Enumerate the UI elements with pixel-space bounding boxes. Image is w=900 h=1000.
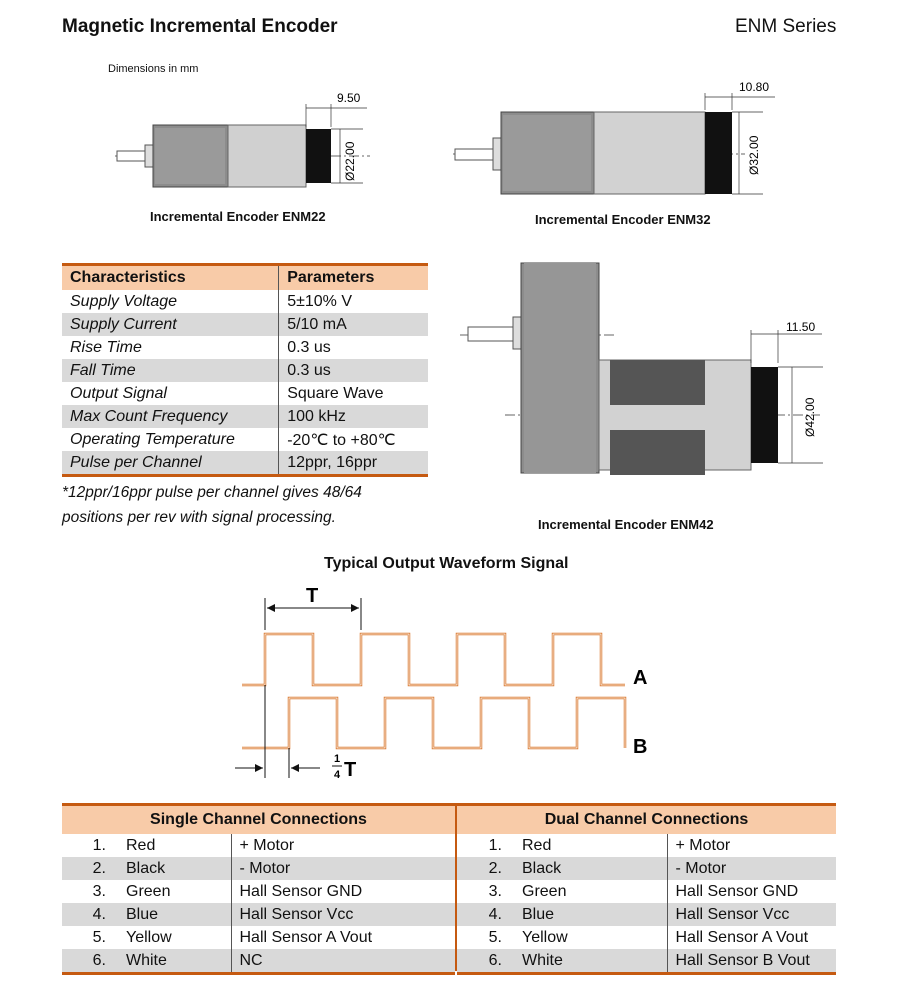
characteristic-name: Operating Temperature: [62, 428, 279, 451]
characteristics-table: [62, 263, 428, 477]
quarter-denominator: 4: [334, 769, 341, 781]
table-row: [62, 428, 428, 451]
wire-function: NC: [231, 949, 455, 974]
wire-function: Hall Sensor Vcc: [231, 903, 455, 926]
wire-color: Green: [118, 880, 231, 903]
table-row: [457, 857, 836, 880]
row-number: 4.: [62, 903, 118, 926]
dual-channel-title: Dual Channel Connections: [457, 805, 836, 835]
single-channel-table: [62, 803, 455, 975]
enm22-diameter-dim: Ø22.00: [343, 141, 357, 181]
wire-function: + Motor: [675, 836, 731, 854]
wire-color: Red: [118, 834, 231, 857]
wire-function: + Motor: [239, 836, 295, 854]
characteristic-value: 12ppr, 16ppr: [279, 451, 428, 476]
table-row: [457, 903, 836, 926]
wire-function: Hall Sensor Vcc: [667, 903, 836, 926]
characteristic-value: 100 kHz: [279, 405, 428, 428]
row-number: 5.: [92, 928, 106, 946]
single-channel-title: Single Channel Connections: [62, 805, 455, 835]
characteristic-value: 5±10% V: [287, 292, 353, 310]
table-row: [457, 834, 836, 857]
characteristic-name: Rise Time: [62, 336, 279, 359]
characteristic-name: Pulse per Channel: [62, 451, 279, 476]
characteristic-name: Output Signal: [62, 382, 279, 405]
row-number: 3.: [92, 882, 106, 900]
waveform-title: Typical Output Waveform Signal: [324, 555, 569, 572]
enm32-length-dim: 10.80: [739, 80, 770, 94]
wire-function: Hall Sensor A Vout: [239, 928, 373, 946]
table-row: [62, 382, 428, 405]
channel-b-label: B: [633, 736, 648, 758]
wire-color: Black: [514, 857, 667, 880]
wire-function: Hall Sensor GND: [675, 882, 799, 900]
enm32-caption: Incremental Encoder ENM32: [535, 212, 711, 227]
enm22-caption: Incremental Encoder ENM22: [150, 209, 326, 224]
wire-color: Yellow: [514, 926, 667, 949]
table-row: [62, 359, 428, 382]
enm22-length-dim: 9.50: [337, 91, 361, 105]
table-row: [62, 313, 428, 336]
enm42-caption: Incremental Encoder ENM42: [538, 517, 714, 532]
enm32-drawing: [445, 75, 775, 205]
characteristic-value: 0.3 us: [287, 338, 331, 356]
wire-color: Black: [118, 857, 231, 880]
wire-color: Blue: [514, 903, 667, 926]
wire-color: Green: [514, 880, 667, 903]
wire-color: Red: [514, 834, 667, 857]
characteristics-header: Characteristics: [62, 265, 279, 291]
row-number: 2.: [62, 857, 118, 880]
table-row: [62, 451, 428, 476]
characteristic-name: Supply Voltage: [62, 290, 279, 313]
characteristic-name: Supply Current: [62, 313, 279, 336]
enm42-diameter-dim: Ø42.00: [803, 397, 817, 437]
channel-a-label: A: [633, 667, 648, 689]
signal-a-trace: [242, 634, 625, 685]
dual-channel-table: [457, 803, 836, 975]
pulse-note-line1: *12ppr/16ppr pulse per channel gives 48/64: [62, 484, 362, 501]
pulse-note: [62, 480, 462, 530]
wire-function: Hall Sensor GND: [239, 882, 363, 900]
table-row: [62, 834, 455, 857]
row-number: 1.: [488, 836, 502, 854]
table-row: [62, 903, 455, 926]
table-divider: [455, 803, 457, 971]
wire-color: Blue: [118, 903, 231, 926]
characteristic-value: 0.3 us: [279, 359, 428, 382]
table-row: [62, 336, 428, 359]
row-number: 6.: [457, 949, 514, 974]
wire-color: White: [514, 949, 667, 974]
pulse-note-line2: positions per rev with signal processing.: [62, 509, 336, 526]
wire-color: Yellow: [118, 926, 231, 949]
row-number: 2.: [457, 857, 514, 880]
table-row: [62, 857, 455, 880]
waveform-diagram: [230, 580, 670, 785]
characteristic-value: 5/10 mA: [279, 313, 428, 336]
row-number: 1.: [92, 836, 106, 854]
row-number: 5.: [488, 928, 502, 946]
characteristic-value: Square Wave: [287, 384, 384, 402]
signal-b-trace: [242, 698, 625, 748]
dimensions-note: Dimensions in mm: [108, 63, 199, 75]
row-number: 3.: [488, 882, 502, 900]
table-row: [457, 949, 836, 974]
characteristics-header-row: [62, 265, 428, 291]
quarter-numerator: 1: [334, 753, 341, 765]
table-row: [62, 290, 428, 313]
quarter-period-label: T: [344, 759, 357, 781]
table-row: [457, 926, 836, 949]
parameters-header: Parameters: [279, 265, 428, 291]
table-row: [62, 949, 455, 974]
page-title: Magnetic Incremental Encoder: [62, 16, 338, 37]
enm22-drawing: [105, 85, 385, 195]
characteristic-value: -20℃ to +80℃: [287, 431, 396, 449]
row-number: 6.: [62, 949, 118, 974]
wire-function: - Motor: [667, 857, 836, 880]
enm32-diameter-dim: Ø32.00: [747, 135, 761, 175]
wire-color: White: [118, 949, 231, 974]
characteristic-name: Fall Time: [62, 359, 279, 382]
period-label: T: [306, 585, 319, 607]
wire-function: - Motor: [231, 857, 455, 880]
table-row: [457, 880, 836, 903]
characteristic-name: Max Count Frequency: [62, 405, 279, 428]
enm42-length-dim: 11.50: [786, 320, 816, 334]
wire-function: Hall Sensor A Vout: [675, 928, 809, 946]
row-number: 4.: [457, 903, 514, 926]
table-row: [62, 880, 455, 903]
table-row: [62, 926, 455, 949]
wire-function: Hall Sensor B Vout: [667, 949, 836, 974]
table-row: [62, 405, 428, 428]
series-label: ENM Series: [735, 16, 837, 37]
enm42-drawing: [455, 255, 835, 515]
